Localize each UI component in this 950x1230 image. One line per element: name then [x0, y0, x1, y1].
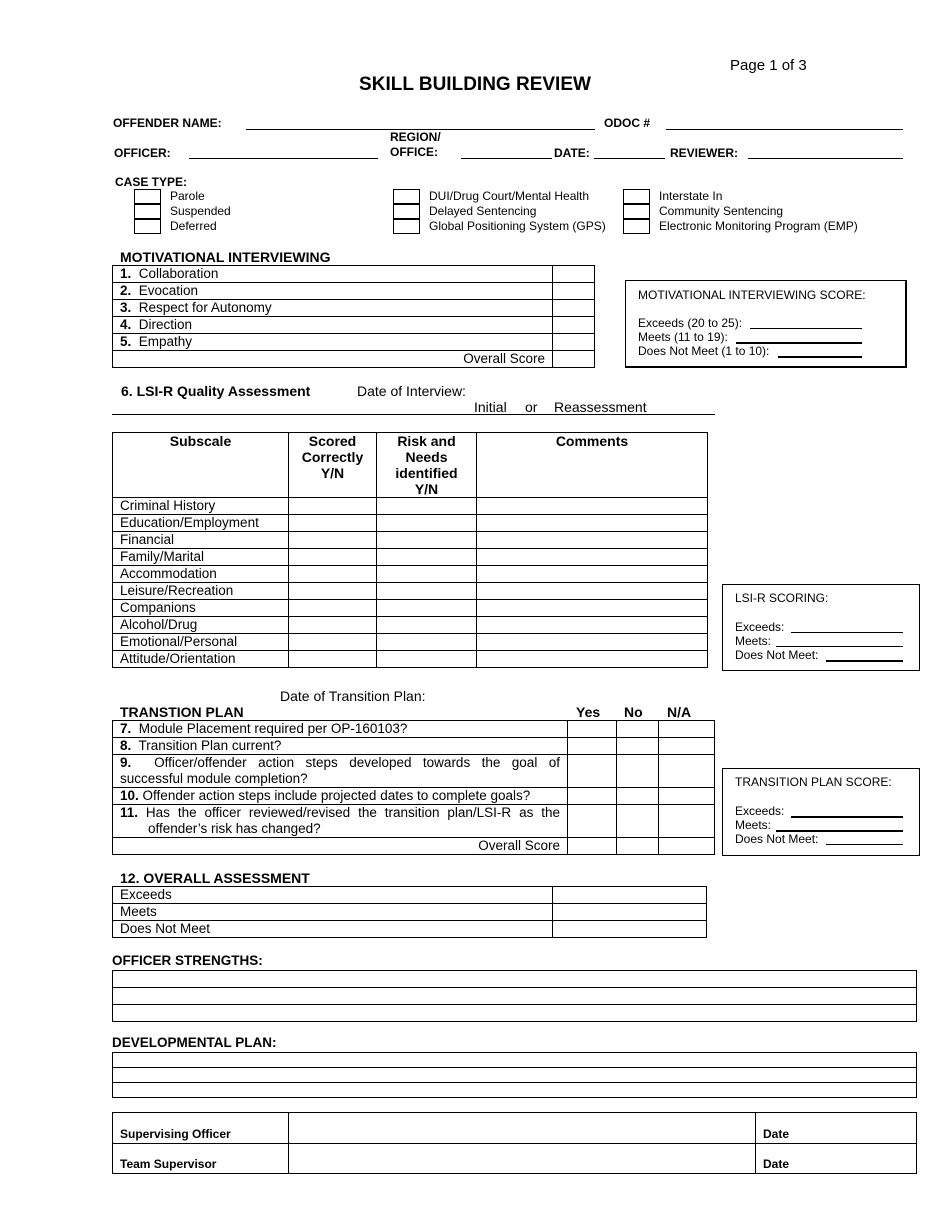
- case-type-col1: Parole Suspended Deferred: [170, 189, 231, 233]
- odoc-field[interactable]: [666, 129, 903, 130]
- strengths-line[interactable]: [113, 971, 917, 988]
- mi-table: [112, 265, 595, 368]
- table-row: Does Not Meet: [113, 921, 707, 938]
- mi-overall-label: Overall Score: [113, 351, 553, 368]
- officer-strengths-table: [112, 970, 917, 1022]
- mi-overall-cell[interactable]: [553, 351, 595, 368]
- reviewer-label: REVIEWER:: [670, 146, 739, 160]
- table-row: 2. Evocation: [113, 283, 595, 300]
- date-of-interview-label: Date of Interview:: [357, 383, 466, 399]
- mi-score-cell[interactable]: [553, 334, 595, 351]
- date-of-transition-plan-label: Date of Transition Plan:: [280, 688, 426, 704]
- lsi-score-box: LSI-R SCORING: Exceeds: Meets: Does Not Meet:: [722, 584, 920, 671]
- mi-heading: MOTIVATIONAL INTERVIEWING: [120, 249, 331, 265]
- mi-score-cell[interactable]: [553, 300, 595, 317]
- developmental-plan-heading: DEVELOPMENTAL PLAN:: [112, 1035, 277, 1050]
- table-row: Financial: [113, 532, 708, 549]
- supervising-officer-signature[interactable]: [289, 1113, 756, 1144]
- parole-checkbox[interactable]: [134, 189, 161, 204]
- table-row: 7. Module Placement required per OP-160103?: [113, 721, 715, 738]
- lsi-heading: 6. LSI-R Quality Assessment: [121, 383, 311, 399]
- or-text: or: [525, 399, 538, 415]
- dev-plan-line[interactable]: [113, 1053, 917, 1068]
- lsi-divider: [112, 414, 715, 415]
- table-row: Emotional/Personal: [113, 634, 708, 651]
- lsi-table: [112, 432, 708, 668]
- transition-overall-label: Overall Score: [113, 838, 568, 855]
- mi-score-cell[interactable]: [553, 317, 595, 334]
- case-type-col2: DUI/Drug Court/Mental Health Delayed Sentencing Global Positioning System (GPS): [429, 189, 606, 233]
- community-sentencing-checkbox[interactable]: [623, 204, 650, 219]
- overall-assessment-heading: 12. OVERALL ASSESSMENT: [120, 870, 310, 886]
- transition-heading: TRANSTION PLAN: [120, 704, 244, 720]
- table-row: 9. Officer/offender action steps developed towards the goal of successful module completion?: [113, 755, 715, 788]
- lsi-meets-field[interactable]: [776, 646, 903, 647]
- table-row: Companions: [113, 600, 708, 617]
- team-supervisor-signature[interactable]: [289, 1144, 756, 1174]
- transition-not-meet-field[interactable]: [826, 844, 903, 845]
- na-header: N/A: [667, 704, 692, 720]
- gps-checkbox[interactable]: [393, 219, 420, 234]
- dui-checkbox[interactable]: [393, 189, 420, 204]
- reassessment-option[interactable]: Reassessment: [554, 399, 647, 415]
- developmental-plan-table: [112, 1052, 917, 1098]
- officer-field[interactable]: [189, 158, 378, 159]
- date-label-1: Date: [756, 1113, 917, 1144]
- page-number: Page 1 of 3: [730, 57, 807, 74]
- officer-strengths-heading: OFFICER STRENGTHS:: [112, 953, 263, 968]
- table-row: 3. Respect for Autonomy: [113, 300, 595, 317]
- overall-assessment-table: [112, 886, 707, 938]
- dev-plan-line[interactable]: [113, 1068, 917, 1083]
- mi-exceeds-field[interactable]: [750, 328, 862, 329]
- mi-score-cell[interactable]: [553, 266, 595, 283]
- no-header: No: [624, 704, 643, 720]
- region-office-label: REGION/ OFFICE:: [390, 130, 441, 159]
- table-row: Meets: [113, 904, 707, 921]
- yes-header: Yes: [576, 704, 601, 720]
- table-row: [113, 838, 715, 855]
- mi-score-box: MOTIVATIONAL INTERVIEWING SCORE: Exceeds (20 to 25): Meets (11 to 19): Does Not Meet (1 to 10):: [625, 280, 907, 368]
- transition-score-box: TRANSITION PLAN SCORE: Exceeds: Meets: Does Not Meet:: [722, 768, 920, 856]
- risk-header: Risk and Needs identified Y/N: [377, 433, 477, 498]
- delayed-sentencing-checkbox[interactable]: [393, 204, 420, 219]
- dev-plan-line[interactable]: [113, 1083, 917, 1098]
- suspended-checkbox[interactable]: [134, 204, 161, 219]
- comments-header: Comments: [477, 433, 708, 498]
- strengths-line[interactable]: [113, 988, 917, 1005]
- strengths-line[interactable]: [113, 1005, 917, 1022]
- table-row: Criminal History: [113, 498, 708, 515]
- lsi-not-meet-field[interactable]: [826, 660, 903, 662]
- page-title: SKILL BUILDING REVIEW: [359, 74, 591, 95]
- case-type-col3: Interstate In Community Sentencing Electronic Monitoring Program (EMP): [659, 189, 858, 233]
- table-row: Accommodation: [113, 566, 708, 583]
- supervising-officer-label: Supervising Officer: [113, 1113, 289, 1144]
- initial-option[interactable]: Initial: [474, 399, 507, 415]
- date-field[interactable]: [594, 158, 665, 159]
- table-row: 11. Has the officer reviewed/revised the transition plan/LSI-R as the offender’s risk has changed?: [113, 805, 715, 838]
- table-row: Exceeds: [113, 887, 707, 904]
- team-supervisor-label: Team Supervisor: [113, 1144, 289, 1174]
- transition-exceeds-field[interactable]: [791, 816, 903, 818]
- region-office-field[interactable]: [461, 158, 552, 159]
- subscale-header: Subscale: [113, 433, 289, 498]
- officer-label: OFFICER:: [114, 146, 171, 160]
- scored-header: Scored Correctly Y/N: [289, 433, 377, 498]
- table-row: Leisure/Recreation: [113, 583, 708, 600]
- transition-table: [112, 720, 715, 855]
- table-row: 5. Empathy: [113, 334, 595, 351]
- signature-table: [112, 1112, 917, 1174]
- odoc-label: ODOC #: [604, 116, 651, 130]
- table-row: 4. Direction: [113, 317, 595, 334]
- table-row: 8. Transition Plan current?: [113, 738, 715, 755]
- mi-not-meet-field[interactable]: [778, 356, 862, 358]
- table-row: Education/Employment: [113, 515, 708, 532]
- emp-checkbox[interactable]: [623, 219, 650, 234]
- table-row: [113, 1113, 917, 1144]
- case-type-label: CASE TYPE:: [115, 175, 188, 189]
- table-row: [113, 1144, 917, 1174]
- table-row: [113, 351, 595, 368]
- offender-name-label: OFFENDER NAME:: [113, 116, 222, 130]
- interstate-checkbox[interactable]: [623, 189, 650, 204]
- reviewer-field[interactable]: [748, 158, 903, 159]
- mi-score-cell[interactable]: [553, 283, 595, 300]
- table-row: 1. Collaboration: [113, 266, 595, 283]
- table-row: 10. Offender action steps include projected dates to complete goals?: [113, 788, 715, 805]
- lsi-exceeds-field[interactable]: [791, 632, 903, 633]
- table-row: Attitude/Orientation: [113, 651, 708, 668]
- deferred-checkbox[interactable]: [134, 219, 161, 234]
- table-row: Family/Marital: [113, 549, 708, 566]
- date-label-2: Date: [756, 1144, 917, 1174]
- table-row: Alcohol/Drug: [113, 617, 708, 634]
- date-label: DATE:: [554, 146, 590, 160]
